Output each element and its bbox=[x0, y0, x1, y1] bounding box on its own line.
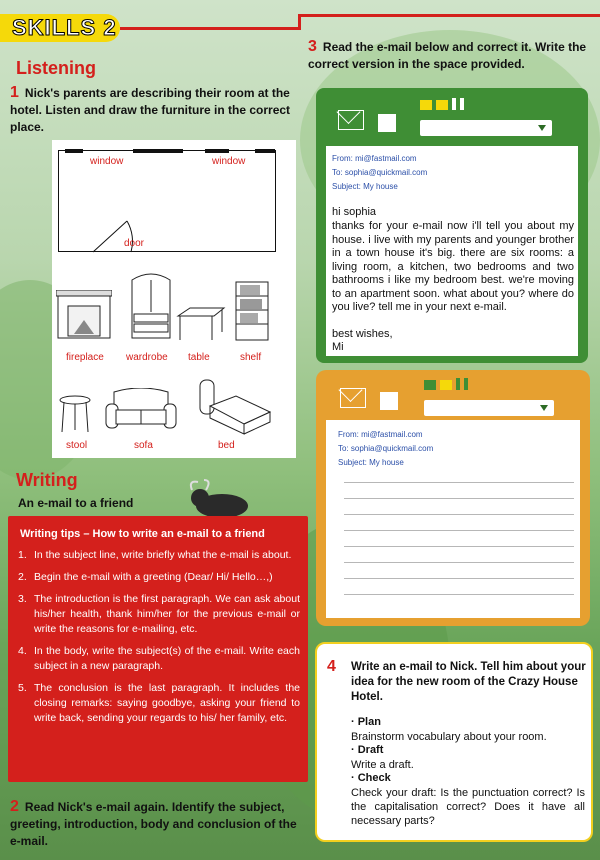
writing-line bbox=[344, 562, 574, 563]
writing-line bbox=[344, 546, 574, 547]
email-window-original bbox=[316, 88, 588, 363]
tip-item: 3. The introduction is the first paragraph. We can ask about his/her health, thank him/her for the previous e-mail or write the reasons for e-mailing, etc. bbox=[18, 593, 300, 635]
listening-title: Listening bbox=[16, 58, 96, 78]
tips-list bbox=[18, 548, 300, 733]
address-dropdown[interactable] bbox=[420, 120, 552, 136]
task2-text: Read Nick's e-mail again. Identify the subject, greeting, introduction, body and conclusion of the e-mail. bbox=[10, 800, 297, 848]
envelope-icon bbox=[340, 388, 366, 408]
email-to: To: sophia@quickmail.com bbox=[332, 168, 428, 177]
writing-line bbox=[344, 578, 574, 579]
task2-number: 2 bbox=[10, 798, 19, 815]
fireplace-icon bbox=[56, 290, 112, 340]
reply-to: To: sophia@quickmail.com bbox=[338, 444, 434, 453]
bed-label: bed bbox=[218, 440, 235, 451]
writing-line bbox=[344, 498, 574, 499]
email-window-reply bbox=[316, 370, 590, 626]
task4-instruction: Write an e-mail to Nick. Tell him about your idea for the new room of the Crazy House Hotel. bbox=[351, 661, 586, 703]
reply-subject: Subject: My house bbox=[338, 458, 404, 467]
email-subject: Subject: My house bbox=[332, 182, 398, 191]
window-square-icon bbox=[378, 114, 396, 132]
sofa-label: sofa bbox=[134, 440, 153, 451]
header-rule bbox=[120, 27, 300, 30]
writing-line bbox=[344, 594, 574, 595]
task2-instruction bbox=[10, 798, 300, 850]
task1-text: Nick's parents are describing their room at the hotel. Listen and draw the furniture in the correct place. bbox=[10, 86, 291, 134]
window-left-label: window bbox=[90, 156, 124, 167]
tip-item: 4. In the body, write the subject(s) of the e-mail. Write each subject in a new paragraph. bbox=[18, 645, 300, 672]
tip-item: 1. In the subject line, write briefly what the e-mail is about. bbox=[18, 549, 292, 561]
window-bar bbox=[133, 149, 183, 153]
tip-item: 2. Begin the e-mail with a greeting (Dear/ Hi/ Hello…,) bbox=[18, 571, 273, 583]
stool-label: stool bbox=[66, 440, 88, 451]
tips-title: Writing tips – How to write an e-mail to a friend bbox=[20, 528, 265, 540]
window-square-icon bbox=[380, 392, 398, 410]
window-bar bbox=[65, 149, 83, 153]
skills-badge: SKILLS 2 bbox=[0, 14, 120, 42]
writing-line bbox=[344, 530, 574, 531]
writing-line bbox=[344, 482, 574, 483]
writing-tips-box bbox=[8, 516, 308, 782]
stool-icon bbox=[58, 394, 92, 434]
bed-icon bbox=[196, 378, 272, 436]
writing-line bbox=[344, 514, 574, 515]
email-body-text: thanks for your e-mail now i'll tell you about my house. i live with my parents and younger brother in a town house it's big. there are six rooms: a living room, a kitchen, two bedrooms and two bathrooms i like my bedroom best. we're moving to an apartment soon. what about you? where do you live? tell me in your next e-mail. bbox=[332, 220, 574, 313]
wardrobe-label: wardrobe bbox=[126, 352, 168, 363]
window-right-label: window bbox=[212, 156, 246, 167]
email-greeting: hi sophia bbox=[332, 206, 377, 218]
email-body bbox=[326, 146, 578, 356]
sofa-icon bbox=[104, 388, 178, 434]
task1-instruction bbox=[10, 84, 294, 136]
task4-number: 4 bbox=[327, 658, 336, 675]
task4-panel bbox=[315, 642, 593, 842]
envelope-icon bbox=[338, 110, 364, 130]
folder-toolbar-icons bbox=[420, 98, 476, 112]
window-bar bbox=[255, 149, 275, 153]
door-label: door bbox=[124, 238, 145, 249]
check-label: · Check bbox=[351, 772, 391, 784]
plan-text: Brainstorm vocabulary about your room. bbox=[351, 731, 547, 743]
folder-toolbar-icons bbox=[424, 378, 480, 392]
writing-title: Writing bbox=[16, 470, 78, 490]
tip-item: 5. The conclusion is the last paragraph. It includes the closing remarks: saying goodbye, asking your friend to write back, sending your regards to his/ her family, etc. bbox=[18, 682, 300, 724]
draft-label: · Draft bbox=[351, 744, 384, 756]
writing-subtitle: An e-mail to a friend bbox=[18, 496, 134, 510]
task3-text: Read the e-mail below and correct it. Write the correct version in the space provided. bbox=[308, 40, 587, 71]
draft-text: Write a draft. bbox=[351, 759, 414, 771]
email-signature: Mi bbox=[332, 341, 344, 353]
task3-number: 3 bbox=[308, 38, 317, 55]
table-label: table bbox=[188, 352, 210, 363]
reply-body[interactable] bbox=[326, 420, 580, 618]
window-bar bbox=[205, 149, 229, 153]
email-closing: best wishes, bbox=[332, 328, 393, 340]
email-from: From: mi@fastmail.com bbox=[332, 154, 417, 163]
shelf-label: shelf bbox=[240, 352, 262, 363]
wardrobe-icon bbox=[128, 272, 174, 340]
fireplace-label: fireplace bbox=[66, 352, 104, 363]
reply-from: From: mi@fastmail.com bbox=[338, 430, 423, 439]
plan-label: · Plan bbox=[351, 716, 381, 728]
task1-number: 1 bbox=[10, 84, 19, 101]
table-icon bbox=[176, 306, 226, 342]
address-dropdown[interactable] bbox=[424, 400, 554, 416]
shelf-icon bbox=[234, 280, 270, 342]
check-text: Check your draft: Is the punctuation correct? Is the capitalisation correct? Does it have all necessary parts? bbox=[351, 787, 585, 827]
task3-instruction bbox=[308, 38, 594, 73]
header-rule bbox=[298, 14, 600, 17]
